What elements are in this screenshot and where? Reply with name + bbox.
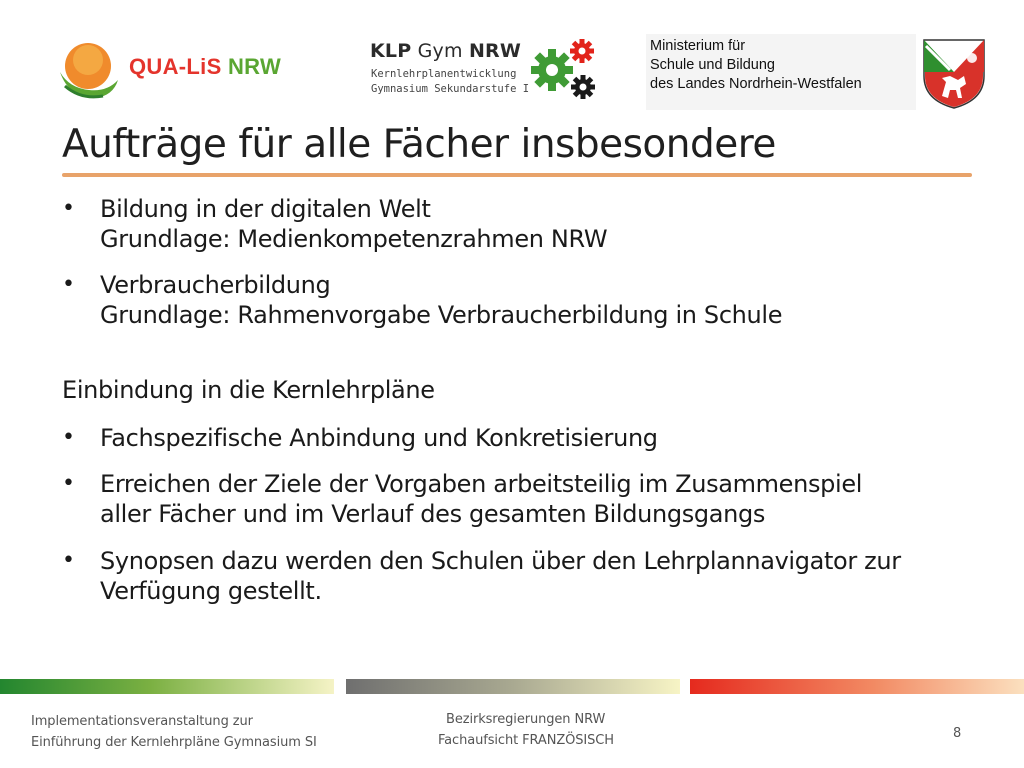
footer-left-line-1: Implementationsveranstaltung zur (31, 714, 253, 729)
footer-center-line-2: Fachaufsicht FRANZÖSISCH (438, 733, 614, 748)
klp-subtitle-2: Gymnasium Sekundarstufe I (371, 83, 530, 95)
klp-logo (370, 40, 610, 104)
section-subheading: Einbindung in die Kernlehrpläne (62, 376, 435, 404)
footer-bar-red (690, 679, 1024, 694)
bullet-marker: • (62, 196, 75, 221)
list-item-line-2: Grundlage: Medienkompetenzrahmen NRW (100, 225, 608, 253)
list-item-line-1: Verbraucherbildung (100, 271, 331, 299)
list-item-line-1: Fachspezifische Anbindung und Konkretisierung (100, 424, 658, 452)
klp-subtitle-1: Kernlehrplanentwicklung (371, 68, 517, 80)
gears-icon (522, 34, 602, 104)
ministry-logo (646, 34, 916, 110)
footer-center-line-1: Bezirksregierungen NRW (446, 712, 606, 727)
klp-title: KLP Gym NRW (370, 40, 522, 62)
list-item-line-1: Erreichen der Ziele der Vorgaben arbeitsteilig im Zusammenspiel (100, 470, 863, 498)
footer-left-line-2: Einführung der Kernlehrpläne Gymnasium SI (31, 735, 317, 750)
ministry-line-2: Schule und Bildung (650, 57, 775, 73)
page-number: 8 (953, 726, 962, 741)
list-item-line-1: Bildung in der digitalen Welt (100, 195, 431, 223)
footer-bar-green (0, 679, 334, 694)
list-item-line-2: Grundlage: Rahmenvorgabe Verbraucherbildung in Schule (100, 301, 783, 329)
qualis-wordmark: QUA-LiS NRW (129, 54, 282, 79)
list-item-line-2: Verfügung gestellt. (100, 577, 322, 605)
qualis-logo (55, 40, 295, 102)
nrw-coat-of-arms-icon (920, 36, 988, 110)
footer-bar-gray (346, 679, 680, 694)
ministry-line-3: des Landes Nordrhein-Westfalen (650, 76, 862, 92)
qualis-emblem-icon (55, 40, 121, 102)
bullet-marker: • (62, 548, 75, 573)
list-item-line-2: aller Fächer und im Verlauf des gesamten Bildungsgangs (100, 500, 766, 528)
ministry-line-1: Ministerium für (650, 38, 746, 54)
bullet-marker: • (62, 272, 75, 297)
slide-title: Aufträge für alle Fächer insbesondere (62, 122, 776, 167)
list-item-line-1: Synopsen dazu werden den Schulen über den Lehrplannavigator zur (100, 547, 901, 575)
bullet-marker: • (62, 425, 75, 450)
title-underline (62, 173, 972, 177)
bullet-marker: • (62, 471, 75, 496)
